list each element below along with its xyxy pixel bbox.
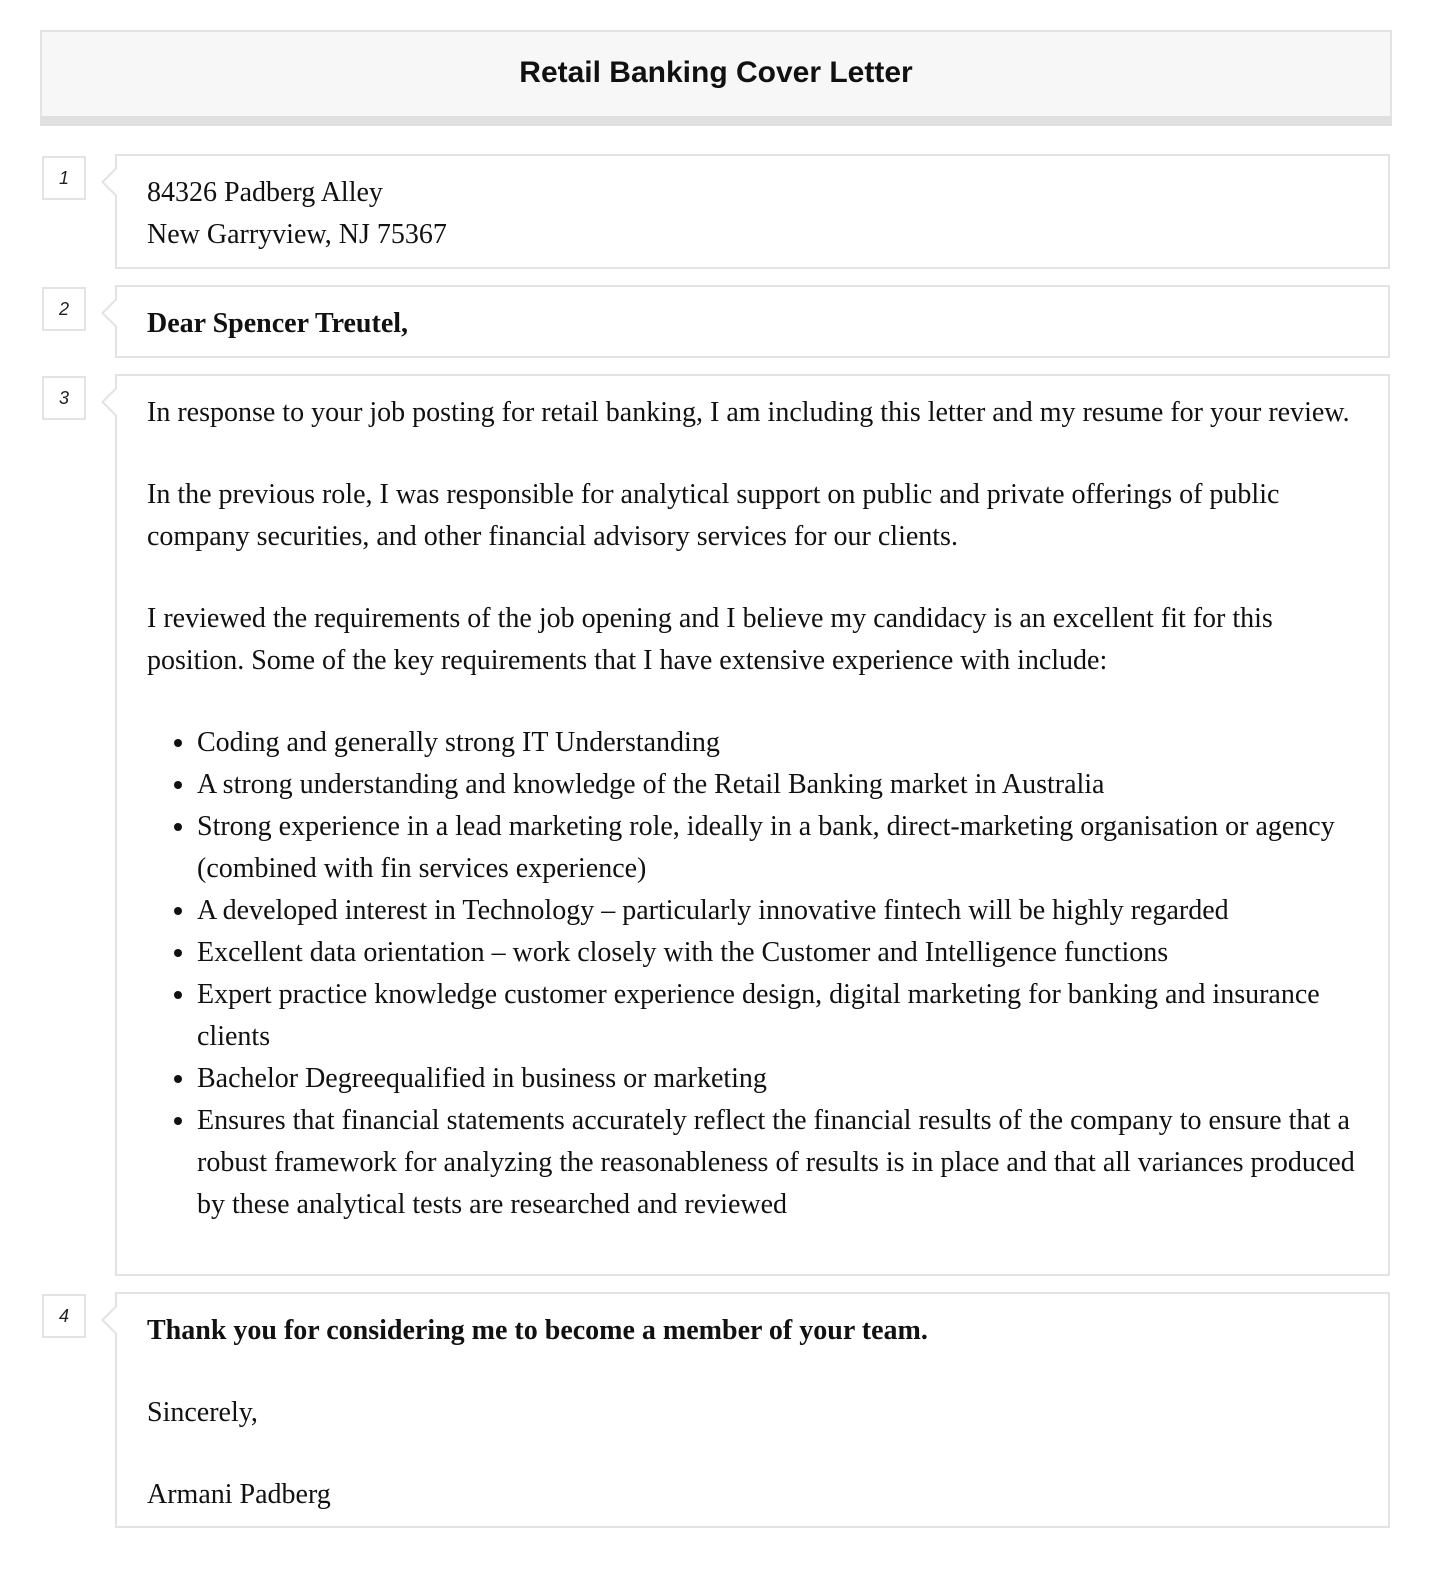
page-title: Retail Banking Cover Letter [519, 56, 913, 89]
signoff: Sincerely, [147, 1397, 258, 1428]
body-paragraph-1: In response to your job posting for retail banking, I am including this letter and my resume for your review. [147, 397, 1350, 428]
requirement-item: • Coding and generally strong IT Understanding [197, 722, 1358, 764]
section-number: 1 [42, 156, 86, 200]
signature-name: Armani Padberg [147, 1479, 331, 1510]
page-header [40, 30, 1392, 126]
body-paragraph-2: In the previous role, I was responsible for analytical support on public and private offerings of public company securities, and other financial advisory services for our clients. [147, 479, 1280, 552]
requirements-list [147, 722, 1358, 1226]
body-card [115, 374, 1390, 1276]
requirement-item: • Expert practice knowledge customer experience design, digital marketing for banking and insurance clients [197, 974, 1358, 1058]
address-line-2: New Garryview, NJ 75367 [147, 219, 447, 250]
section-number: 4 [42, 1294, 86, 1338]
requirement-item: • Bachelor Degreequalified in business or marketing [197, 1058, 1358, 1100]
section-number: 2 [42, 287, 86, 331]
greeting-card [115, 285, 1390, 358]
requirement-item: • A strong understanding and knowledge of the Retail Banking market in Australia [197, 764, 1358, 806]
closing-card [115, 1292, 1390, 1528]
requirement-item: • Excellent data orientation – work closely with the Customer and Intelligence functions [197, 932, 1358, 974]
requirement-item: • Ensures that financial statements accurately reflect the financial results of the company to ensure that a robust framework for analyzing the reasonableness of results is in place and that all variances produced by these analytical tests are researched and reviewed [197, 1100, 1358, 1226]
requirement-item: • Strong experience in a lead marketing role, ideally in a bank, direct-marketing organisation or agency (combined with fin services experience) [197, 806, 1358, 890]
requirement-item: • A developed interest in Technology – particularly innovative fintech will be highly regarded [197, 890, 1358, 932]
address-card [115, 154, 1390, 269]
body-paragraph-3: I reviewed the requirements of the job opening and I believe my candidacy is an excellent fit for this position. Some of the key requirements that I have extensive experience with include: [147, 603, 1273, 676]
closing-statement: Thank you for considering me to become a member of your team. [147, 1315, 928, 1346]
greeting: Dear Spencer Treutel, [147, 308, 409, 339]
section-number: 3 [42, 376, 86, 420]
address-line-1: 84326 Padberg Alley [147, 177, 383, 208]
